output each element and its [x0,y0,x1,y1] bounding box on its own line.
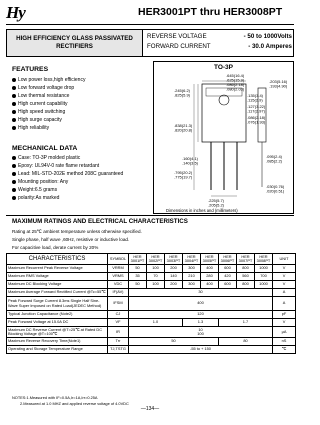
header-divider [6,24,294,25]
dim-label: .193(4.90) [269,83,288,89]
dim-label: .127(3.22) [247,104,266,109]
value-cell: 35 [129,273,147,281]
merged-value-cell: -55 to + 150 [129,346,273,354]
bullet-icon [12,78,16,82]
unit-cell: V [273,281,296,289]
dim-label: .203(5.16) [269,79,288,84]
dim-label: .820(20.8) [174,127,193,133]
value-cell: 200 [165,281,183,289]
dim-label: .135(3.4) [247,93,264,98]
to3p-package-drawing [154,62,293,213]
bullet-icon [12,180,16,184]
dim-label: .160(4.1) [182,156,199,161]
rating-note: Rating at 25℃ ambient temperature unless otherwise specified. [12,229,142,234]
bullet-icon [12,156,16,160]
table-row [7,281,296,289]
mounting-hole [219,95,229,105]
dim-label: .838(21.3) [174,123,193,128]
package-caption: Dimensions in inches and (millimeters) [166,208,238,213]
symbol-cell: IR [108,327,129,338]
header-model: HER 3008PT [255,254,273,265]
dim-label: .115(2.9) [247,97,263,103]
spec-ratings [147,32,292,52]
ratings-notes [12,228,142,252]
part-title: HER3001PT thru HER3008PT [138,6,283,18]
value-cell: 1000 [255,265,273,273]
value-cell: 70 [147,273,165,281]
features-title: FEATURES [12,66,49,73]
header-model: HER 3001PT [129,254,147,265]
vf-value-cell: 1.7 [219,319,273,327]
dim-label: .117(2.97) [247,108,265,114]
bullet-icon [12,196,16,200]
value-cell: 600 [219,265,237,273]
features-list [12,76,85,132]
unit-cell: μA [273,327,296,338]
header-model: HER 3005PT [201,254,219,265]
value-cell: 300 [183,281,201,289]
page-number: —134— [140,406,160,412]
mechanical-item: Lead: MIL-STD-202E method 208C guaranteed [12,170,123,178]
table-row [7,297,296,311]
value-cell: 50 [129,265,147,273]
dim-label: .825(5.9) [174,92,191,98]
dim-label: .030(0.76) [266,184,285,189]
ir-value-cell [129,327,273,338]
dim-label: .086(2.18) [247,115,266,120]
reverse-voltage-row [147,32,292,42]
package-body [202,84,246,142]
value-cell: 600 [219,281,237,289]
dim-label: .080(2.03) [226,86,245,92]
mechanical-title: MECHANICAL DATA [12,145,78,152]
param-cell: Peak Forward Voltage at 15.0A DC [7,319,108,327]
symbol-cell: VRRM [108,265,129,273]
footnote: NOTES:1.Measured with IF=0.5A,Ir=1A,Irr=0.25A [12,395,98,400]
trr-value-cell: 80 [219,338,273,346]
table-row [7,265,296,273]
symbol-cell: IF(AV) [108,289,129,297]
mechanical-item: Case: TO-3P molded plastic [12,154,123,162]
product-description [7,30,143,56]
unit-cell: pF [273,311,296,319]
product-line-1: HIGH EFFICIENCY GLASS PASSIVATED [16,35,133,42]
value-cell: 420 [219,273,237,281]
unit-cell: V [273,265,296,273]
merged-value-cell: 400 [129,297,273,311]
value-cell: 50 [129,281,147,289]
feature-item: Low power loss,high efficiency [12,76,85,84]
value-cell: 140 [165,273,183,281]
bullet-icon [12,118,16,122]
bullet-icon [12,86,16,90]
spec-summary-box [6,29,294,57]
ratings-title: MAXIMUM RATINGS AND ELECTRICAL CHARACTERISTICS [12,218,188,225]
header-model: HER 3006PT [219,254,237,265]
dim-label: .245(6.2) [174,88,191,93]
symbol-cell: Trr [108,338,129,346]
dim-label: .086(2.18) [226,82,245,87]
param-cell: Operating and Storage Temperature Range [7,346,108,354]
header-model: HER 3002PT [147,254,165,265]
feature-item: High speed switching [12,108,85,116]
bullet-icon [12,126,16,130]
merged-value-cell: 30 [129,289,273,297]
bullet-icon [12,110,16,114]
symbol-cell: CJ [108,311,129,319]
mechanical-list [12,154,123,202]
header-model: HER 3004PT [183,254,201,265]
dim-label: .140(3.5) [182,160,199,166]
feature-item: High current capability [12,100,85,108]
dim-label: .085(2.2) [266,158,283,164]
mechanical-item: Mounting position: Any [12,178,123,186]
header-model: HER 3007PT [237,254,255,265]
dim-label: .225(5.7) [208,198,225,203]
param-cell: Peak Forward Surge Current 8.3ms Single Half Sine-Wave Super Imposed on Rated Load(JEDEC Method) [7,297,108,311]
value-cell: 1000 [255,281,273,289]
param-cell: Maximum RMS Voltage [7,273,108,281]
header-unit: UNIT [273,254,296,265]
reverse-voltage-value: - 50 to 1000Volts [243,33,292,40]
table-row [7,346,296,354]
bullet-icon [12,188,16,192]
value-cell: 800 [237,265,255,273]
bullet-icon [12,164,16,168]
param-cell: Maximum Recurrent Peak Reverse Voltage [7,265,108,273]
header-characteristics: CHARACTERISTICS [7,254,108,265]
bullet-icon [12,172,16,176]
characteristics-table [6,253,296,354]
mechanical-item: Epoxy: UL94V-0 rate flame retardant [12,162,123,170]
dim-label: .095(2.4) [266,154,283,159]
dim-label: .645(16.4) [226,73,245,78]
ir-value-25c: 10 [198,326,203,332]
mechanical-item: polarity:As marked [12,194,123,202]
param-cell: Maximum Average Forward Rectified Current @Tc=55℃ [7,289,108,297]
dim-label: .076(1.93) [247,119,266,125]
vf-value-cell: 1.3 [183,319,219,327]
unit-cell: A [273,289,296,297]
value-cell: 800 [237,281,255,289]
unit-cell: ℃ [273,346,296,354]
value-cell: 210 [183,273,201,281]
reverse-voltage-label: REVERSE VOLTAGE [147,33,207,40]
package-title: TO-3P [213,64,234,71]
value-cell: 200 [165,265,183,273]
value-cell: 100 [147,265,165,273]
dim-label: .625(15.9) [226,77,245,83]
vf-value-cell: 1.0 [129,319,183,327]
unit-cell: A [273,297,296,311]
trr-value-cell: 50 [129,338,219,346]
merged-value-cell: 120 [129,311,273,319]
value-cell: 280 [201,273,219,281]
table-row [7,289,296,297]
company-logo: Hy [6,3,25,22]
unit-cell: V [273,319,296,327]
symbol-cell: TJ,TSTG [108,346,129,354]
unit-cell: nS [273,338,296,346]
param-cell: Maximum DC Reverse Current @T=25℃ at Rated DC Blocking Voltage @T=100℃ [7,327,108,338]
forward-current-row [147,42,292,52]
ratings-divider [6,215,294,216]
symbol-cell: VRMS [108,273,129,281]
dim-label: .775(19.7) [174,174,193,180]
package-drawing-box [153,61,294,214]
table-header-row [7,254,296,265]
symbol-cell: IFSM [108,297,129,311]
product-line-2: RECTIFIERS [56,43,93,50]
param-cell: Maximum Reverse Recovery Time(Note1) [7,338,108,346]
value-cell: 700 [255,273,273,281]
forward-current-label: FORWARD CURRENT [147,43,211,50]
value-cell: 100 [147,281,165,289]
table-row [7,327,296,338]
bullet-icon [12,94,16,98]
dim-label: .795(20.2) [174,170,193,175]
forward-current-value: - 30.0 Amperes [248,43,292,50]
dim-label: .020(0.51) [266,188,285,194]
feature-item: High reliability [12,124,85,132]
feature-item: High surge capacity [12,116,85,124]
table-row [7,338,296,346]
table-row [7,311,296,319]
bullet-icon [12,102,16,106]
mechanical-item: Weight:6.5 grams [12,186,123,194]
value-cell: 400 [201,265,219,273]
value-cell: 560 [237,273,255,281]
table-row [7,273,296,281]
dim-label: .205(5.2) [208,202,225,208]
header-symbol: SYMBOL [108,254,129,265]
unit-cell: V [273,273,296,281]
ir-value-100c: 100 [197,331,204,336]
param-cell: Maximum DC Blocking Voltage [7,281,108,289]
symbol-cell: VDC [108,281,129,289]
rating-note: Single phase, half wave ,60Hz, resistive or inductive load. [12,237,130,242]
value-cell: 400 [201,281,219,289]
header-model: HER 3003PT [165,254,183,265]
param-cell: Typical Junction Capacitance (Note2) [7,311,108,319]
symbol-cell: VF [108,319,129,327]
feature-item: Low thermal resistance [12,92,85,100]
rating-note: For capacitive load, derate current by 20% [12,245,99,250]
feature-item: Low forward voltage drop [12,84,85,92]
footnote: 2.Measured at 1.0 MHZ and applied reverse voltage of 4.0VDC [20,401,129,406]
value-cell: 300 [183,265,201,273]
table-row [7,319,296,327]
